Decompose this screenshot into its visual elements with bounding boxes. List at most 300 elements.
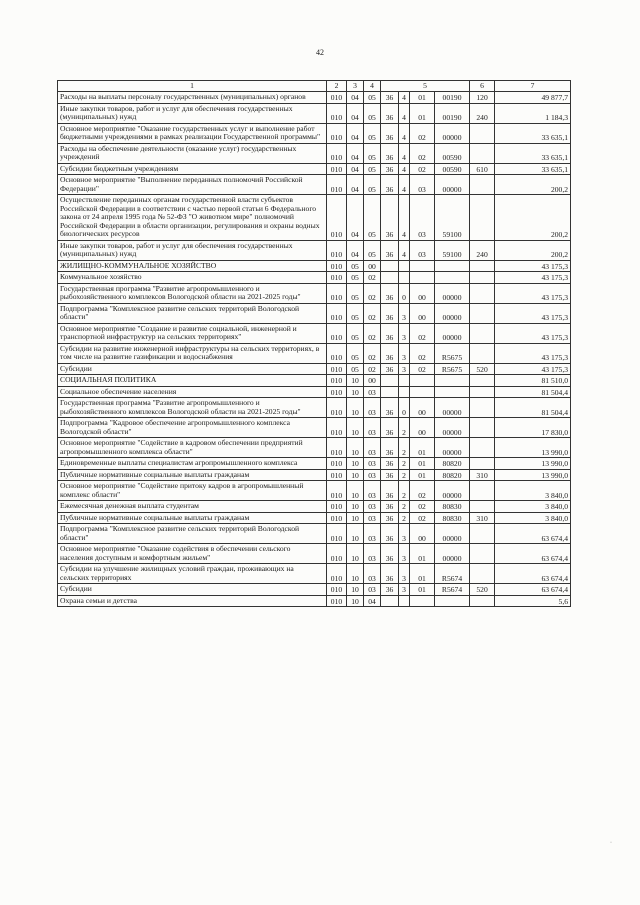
subsection-code: 02 bbox=[364, 283, 381, 303]
admin-code: 010 bbox=[327, 303, 347, 323]
table-row bbox=[58, 458, 571, 470]
subsection-code: 03 bbox=[364, 512, 381, 524]
section-code: 04 bbox=[347, 240, 364, 260]
section-code: 10 bbox=[347, 438, 364, 458]
measure-code: 01 bbox=[410, 458, 435, 470]
expense-type-code: 310 bbox=[470, 469, 495, 481]
amount: 43 175,3 bbox=[495, 303, 571, 323]
amount: 63 674,4 bbox=[495, 544, 571, 564]
direction-code: 00000 bbox=[435, 438, 470, 458]
subsection-code: 02 bbox=[364, 343, 381, 363]
subsection-code: 05 bbox=[364, 195, 381, 241]
table-row bbox=[58, 398, 571, 418]
admin-code: 010 bbox=[327, 272, 347, 284]
expense-type-code bbox=[470, 175, 495, 195]
subsection-code: 03 bbox=[364, 564, 381, 584]
measure-code: 01 bbox=[410, 103, 435, 123]
measure-code: 01 bbox=[410, 584, 435, 596]
program-code: 36 bbox=[381, 103, 399, 123]
table-row bbox=[58, 103, 571, 123]
amount: 49 877,7 bbox=[495, 92, 571, 104]
row-name: Социальное обеспечение населения bbox=[58, 386, 327, 398]
amount: 3 840,0 bbox=[495, 501, 571, 513]
subsection-code: 05 bbox=[364, 163, 381, 175]
table-row bbox=[58, 92, 571, 104]
section-code: 05 bbox=[347, 363, 364, 375]
amount: 43 175,3 bbox=[495, 363, 571, 375]
row-name: СОЦИАЛЬНАЯ ПОЛИТИКА bbox=[58, 375, 327, 387]
direction-code: 00000 bbox=[435, 283, 470, 303]
direction-code: 59100 bbox=[435, 195, 470, 241]
subprogram-code: 3 bbox=[399, 363, 410, 375]
amount: 33 635,1 bbox=[495, 123, 571, 143]
subprogram-code: 4 bbox=[399, 163, 410, 175]
direction-code: 00000 bbox=[435, 175, 470, 195]
program-code: 36 bbox=[381, 481, 399, 501]
row-name: ЖИЛИЩНО-КОММУНАЛЬНОЕ ХОЗЯЙСТВО bbox=[58, 260, 327, 272]
direction-code: 00190 bbox=[435, 92, 470, 104]
direction-code: 00000 bbox=[435, 398, 470, 418]
amount: 33 635,1 bbox=[495, 143, 571, 163]
section-code: 05 bbox=[347, 272, 364, 284]
subprogram-code: 3 bbox=[399, 524, 410, 544]
row-name: Субсидии на развитие инженерной инфраструктуры на сельских территориях, в том числе на развитие газификации и водоснабжения bbox=[58, 343, 327, 363]
row-name: Подпрограмма "Комплексное развитие сельских территорий Вологодской области" bbox=[58, 303, 327, 323]
table-row bbox=[58, 175, 571, 195]
table-row bbox=[58, 343, 571, 363]
program-code: 36 bbox=[381, 175, 399, 195]
subsection-code: 03 bbox=[364, 458, 381, 470]
section-code: 10 bbox=[347, 524, 364, 544]
page-number: 42 bbox=[316, 48, 324, 57]
amount: 3 840,0 bbox=[495, 512, 571, 524]
expense-type-code bbox=[470, 524, 495, 544]
amount: 13 990,0 bbox=[495, 458, 571, 470]
expense-type-code bbox=[470, 458, 495, 470]
direction-code bbox=[435, 375, 470, 387]
row-name: Субсидии бюджетным учреждениям bbox=[58, 163, 327, 175]
amount: 43 175,3 bbox=[495, 272, 571, 284]
program-code: 36 bbox=[381, 240, 399, 260]
section-code: 10 bbox=[347, 386, 364, 398]
direction-code: 00000 bbox=[435, 323, 470, 343]
subsection-code: 03 bbox=[364, 524, 381, 544]
measure-code bbox=[410, 272, 435, 284]
table-row bbox=[58, 143, 571, 163]
table-row bbox=[58, 195, 571, 241]
subprogram-code: 3 bbox=[399, 544, 410, 564]
amount: 63 674,4 bbox=[495, 584, 571, 596]
subprogram-code bbox=[399, 375, 410, 387]
subprogram-code bbox=[399, 260, 410, 272]
direction-code bbox=[435, 272, 470, 284]
section-code: 10 bbox=[347, 418, 364, 438]
admin-code: 010 bbox=[327, 240, 347, 260]
subprogram-code: 2 bbox=[399, 512, 410, 524]
measure-code: 00 bbox=[410, 303, 435, 323]
measure-code: 02 bbox=[410, 323, 435, 343]
row-name: Иные закупки товаров, работ и услуг для обеспечения государственных (муниципальных) нужд bbox=[58, 103, 327, 123]
table-row bbox=[58, 469, 571, 481]
direction-code: 00000 bbox=[435, 123, 470, 143]
expense-type-code bbox=[470, 260, 495, 272]
table-row bbox=[58, 303, 571, 323]
table-row bbox=[58, 323, 571, 343]
section-code: 10 bbox=[347, 458, 364, 470]
measure-code: 00 bbox=[410, 283, 435, 303]
subsection-code: 03 bbox=[364, 398, 381, 418]
program-code bbox=[381, 260, 399, 272]
header-cell-3: 3 bbox=[347, 81, 364, 92]
direction-code: 00190 bbox=[435, 103, 470, 123]
row-name: Основное мероприятие "Оказание государственных услуг и выполнение работ бюджетными учреждениями в рамках реализации Государственной программы" bbox=[58, 123, 327, 143]
direction-code: 80830 bbox=[435, 512, 470, 524]
amount: 33 635,1 bbox=[495, 163, 571, 175]
direction-code: 00000 bbox=[435, 481, 470, 501]
admin-code: 010 bbox=[327, 175, 347, 195]
measure-code: 03 bbox=[410, 175, 435, 195]
header-cell-5: 5 bbox=[381, 81, 470, 92]
direction-code bbox=[435, 260, 470, 272]
amount: 43 175,3 bbox=[495, 283, 571, 303]
subprogram-code: 4 bbox=[399, 195, 410, 241]
expense-type-code bbox=[470, 501, 495, 513]
table-row bbox=[58, 438, 571, 458]
section-code: 04 bbox=[347, 92, 364, 104]
subsection-code: 05 bbox=[364, 123, 381, 143]
section-code: 04 bbox=[347, 195, 364, 241]
expense-type-code: 610 bbox=[470, 163, 495, 175]
measure-code: 00 bbox=[410, 524, 435, 544]
program-code: 36 bbox=[381, 303, 399, 323]
expense-type-code bbox=[470, 481, 495, 501]
table-row bbox=[58, 363, 571, 375]
section-code: 04 bbox=[347, 123, 364, 143]
subsection-code: 05 bbox=[364, 92, 381, 104]
table-row bbox=[58, 375, 571, 387]
admin-code: 010 bbox=[327, 501, 347, 513]
amount: 43 175,3 bbox=[495, 343, 571, 363]
section-code: 10 bbox=[347, 469, 364, 481]
section-code: 10 bbox=[347, 595, 364, 607]
row-name: Государственная программа "Развитие агропромышленного и рыбохозяйственного комплексов Вологодской области на 2021-2025 годы" bbox=[58, 283, 327, 303]
admin-code: 010 bbox=[327, 363, 347, 375]
amount: 17 830,0 bbox=[495, 418, 571, 438]
subsection-code: 03 bbox=[364, 386, 381, 398]
direction-code: R5674 bbox=[435, 584, 470, 596]
subsection-code: 05 bbox=[364, 175, 381, 195]
amount: 81 504,4 bbox=[495, 386, 571, 398]
section-code: 10 bbox=[347, 501, 364, 513]
program-code: 36 bbox=[381, 584, 399, 596]
table-row bbox=[58, 272, 571, 284]
expense-type-code bbox=[470, 398, 495, 418]
subprogram-code: 3 bbox=[399, 584, 410, 596]
expense-type-code: 310 bbox=[470, 512, 495, 524]
table-row bbox=[58, 501, 571, 513]
measure-code: 02 bbox=[410, 481, 435, 501]
row-name: Подпрограмма "Кадровое обеспечение агропромышленного комплекса Вологодской области" bbox=[58, 418, 327, 438]
program-code: 36 bbox=[381, 501, 399, 513]
subsection-code: 05 bbox=[364, 103, 381, 123]
row-name: Иные закупки товаров, работ и услуг для обеспечения государственных (муниципальных) нужд bbox=[58, 240, 327, 260]
program-code bbox=[381, 386, 399, 398]
section-code: 04 bbox=[347, 143, 364, 163]
admin-code: 010 bbox=[327, 195, 347, 241]
table-row bbox=[58, 283, 571, 303]
subprogram-code: 2 bbox=[399, 418, 410, 438]
section-code: 05 bbox=[347, 323, 364, 343]
amount: 63 674,4 bbox=[495, 564, 571, 584]
subprogram-code: 2 bbox=[399, 438, 410, 458]
admin-code: 010 bbox=[327, 343, 347, 363]
measure-code bbox=[410, 595, 435, 607]
row-name: Охрана семьи и детства bbox=[58, 595, 327, 607]
direction-code: 80820 bbox=[435, 458, 470, 470]
direction-code: 00590 bbox=[435, 163, 470, 175]
header-cell-7: 7 bbox=[495, 81, 571, 92]
row-name: Основное мероприятие "Содействие притоку кадров в агропромышленный комплекс области" bbox=[58, 481, 327, 501]
admin-code: 010 bbox=[327, 375, 347, 387]
direction-code: 80820 bbox=[435, 469, 470, 481]
amount: 200,2 bbox=[495, 175, 571, 195]
expense-type-code bbox=[470, 595, 495, 607]
table-row bbox=[58, 481, 571, 501]
subsection-code: 03 bbox=[364, 418, 381, 438]
direction-code: 00000 bbox=[435, 418, 470, 438]
admin-code: 010 bbox=[327, 418, 347, 438]
section-code: 10 bbox=[347, 544, 364, 564]
row-name: Расходы на выплаты персоналу государственных (муниципальных) органов bbox=[58, 92, 327, 104]
program-code bbox=[381, 375, 399, 387]
header-cell-4: 4 bbox=[364, 81, 381, 92]
table-row bbox=[58, 123, 571, 143]
program-code: 36 bbox=[381, 469, 399, 481]
subsection-code: 00 bbox=[364, 375, 381, 387]
table-row bbox=[58, 512, 571, 524]
admin-code: 010 bbox=[327, 544, 347, 564]
measure-code: 02 bbox=[410, 163, 435, 175]
expense-type-code bbox=[470, 123, 495, 143]
subsection-code: 03 bbox=[364, 501, 381, 513]
expense-type-code bbox=[470, 375, 495, 387]
section-code: 04 bbox=[347, 103, 364, 123]
subprogram-code: 3 bbox=[399, 303, 410, 323]
subsection-code: 04 bbox=[364, 595, 381, 607]
subsection-code: 02 bbox=[364, 272, 381, 284]
admin-code: 010 bbox=[327, 584, 347, 596]
direction-code: 00000 bbox=[435, 544, 470, 564]
direction-code: R5675 bbox=[435, 343, 470, 363]
measure-code: 01 bbox=[410, 564, 435, 584]
program-code bbox=[381, 272, 399, 284]
subprogram-code: 3 bbox=[399, 323, 410, 343]
expense-type-code bbox=[470, 272, 495, 284]
row-name: Субсидии bbox=[58, 584, 327, 596]
subprogram-code: 3 bbox=[399, 564, 410, 584]
table-row bbox=[58, 595, 571, 607]
expense-type-code bbox=[470, 438, 495, 458]
table-row bbox=[58, 418, 571, 438]
row-name: Осуществление переданных органам государственной власти субъектов Российской Федерации в соответствии с частью первой статьи 6 Федерального закона от 24 апреля 1995 года № 52-ФЗ "О животном мире" полномочий Российской Федерации в области организации, регулирования и охраны водных биологических ресурсов bbox=[58, 195, 327, 241]
subprogram-code bbox=[399, 386, 410, 398]
row-name: Подпрограмма "Комплексное развитие сельских территорий Вологодской области" bbox=[58, 524, 327, 544]
program-code: 36 bbox=[381, 143, 399, 163]
section-code: 10 bbox=[347, 512, 364, 524]
subprogram-code bbox=[399, 272, 410, 284]
admin-code: 010 bbox=[327, 481, 347, 501]
section-code: 05 bbox=[347, 283, 364, 303]
amount: 81 504,4 bbox=[495, 398, 571, 418]
measure-code: 02 bbox=[410, 501, 435, 513]
admin-code: 010 bbox=[327, 92, 347, 104]
direction-code: R5674 bbox=[435, 564, 470, 584]
admin-code: 010 bbox=[327, 260, 347, 272]
program-code: 36 bbox=[381, 363, 399, 375]
measure-code: 01 bbox=[410, 469, 435, 481]
expense-type-code bbox=[470, 303, 495, 323]
admin-code: 010 bbox=[327, 458, 347, 470]
subprogram-code: 4 bbox=[399, 175, 410, 195]
table-row bbox=[58, 544, 571, 564]
subprogram-code: 2 bbox=[399, 458, 410, 470]
measure-code: 02 bbox=[410, 512, 435, 524]
program-code: 36 bbox=[381, 564, 399, 584]
program-code: 36 bbox=[381, 92, 399, 104]
direction-code: 00000 bbox=[435, 524, 470, 544]
subprogram-code: 4 bbox=[399, 123, 410, 143]
direction-code: 00000 bbox=[435, 303, 470, 323]
expense-type-code bbox=[470, 544, 495, 564]
subprogram-code: 2 bbox=[399, 469, 410, 481]
direction-code: 59100 bbox=[435, 240, 470, 260]
program-code: 36 bbox=[381, 458, 399, 470]
amount: 3 840,0 bbox=[495, 481, 571, 501]
direction-code: R5675 bbox=[435, 363, 470, 375]
subprogram-code: 4 bbox=[399, 92, 410, 104]
row-name: Государственная программа "Развитие агропромышленного и рыбохозяйственного комплексов Вологодской области на 2021-2025 годы" bbox=[58, 398, 327, 418]
expense-type-code bbox=[470, 343, 495, 363]
subsection-code: 03 bbox=[364, 438, 381, 458]
admin-code: 010 bbox=[327, 438, 347, 458]
measure-code: 03 bbox=[410, 195, 435, 241]
program-code: 36 bbox=[381, 398, 399, 418]
row-name: Расходы на обеспечение деятельности (оказание услуг) государственных учреждений bbox=[58, 143, 327, 163]
scan-mark: · bbox=[610, 840, 612, 846]
program-code: 36 bbox=[381, 524, 399, 544]
subprogram-code bbox=[399, 595, 410, 607]
expense-type-code: 240 bbox=[470, 103, 495, 123]
row-name: Основное мероприятие "Оказание содействия в обеспечении сельского населения доступным и комфортным жильем" bbox=[58, 544, 327, 564]
program-code: 36 bbox=[381, 418, 399, 438]
direction-code: 80830 bbox=[435, 501, 470, 513]
section-code: 05 bbox=[347, 343, 364, 363]
admin-code: 010 bbox=[327, 123, 347, 143]
budget-table bbox=[57, 80, 571, 607]
section-code: 10 bbox=[347, 398, 364, 418]
admin-code: 010 bbox=[327, 386, 347, 398]
subsection-code: 03 bbox=[364, 481, 381, 501]
program-code bbox=[381, 595, 399, 607]
admin-code: 010 bbox=[327, 469, 347, 481]
expense-type-code: 120 bbox=[470, 92, 495, 104]
amount: 63 674,4 bbox=[495, 524, 571, 544]
row-name: Основное мероприятие "Выполнение переданных полномочий Российской Федерации" bbox=[58, 175, 327, 195]
program-code: 36 bbox=[381, 163, 399, 175]
measure-code: 01 bbox=[410, 544, 435, 564]
expense-type-code bbox=[470, 564, 495, 584]
program-code: 36 bbox=[381, 195, 399, 241]
measure-code: 00 bbox=[410, 418, 435, 438]
row-name: Коммунальное хозяйство bbox=[58, 272, 327, 284]
table-row bbox=[58, 386, 571, 398]
section-code: 10 bbox=[347, 564, 364, 584]
header-cell-6: 6 bbox=[470, 81, 495, 92]
expense-type-code bbox=[470, 323, 495, 343]
direction-code bbox=[435, 386, 470, 398]
amount: 81 510,0 bbox=[495, 375, 571, 387]
amount: 5,6 bbox=[495, 595, 571, 607]
program-code: 36 bbox=[381, 343, 399, 363]
header-row bbox=[58, 81, 571, 92]
program-code: 36 bbox=[381, 512, 399, 524]
admin-code: 010 bbox=[327, 163, 347, 175]
program-code: 36 bbox=[381, 123, 399, 143]
section-code: 10 bbox=[347, 481, 364, 501]
amount: 13 990,0 bbox=[495, 469, 571, 481]
amount: 43 175,3 bbox=[495, 260, 571, 272]
measure-code bbox=[410, 260, 435, 272]
subprogram-code: 4 bbox=[399, 240, 410, 260]
expense-type-code: 520 bbox=[470, 363, 495, 375]
table-row bbox=[58, 524, 571, 544]
row-name: Ежемесячная денежная выплата студентам bbox=[58, 501, 327, 513]
amount: 13 990,0 bbox=[495, 438, 571, 458]
admin-code: 010 bbox=[327, 323, 347, 343]
expense-type-code bbox=[470, 283, 495, 303]
measure-code bbox=[410, 386, 435, 398]
amount: 1 184,3 bbox=[495, 103, 571, 123]
section-code: 05 bbox=[347, 260, 364, 272]
subprogram-code: 2 bbox=[399, 501, 410, 513]
subsection-code: 03 bbox=[364, 469, 381, 481]
row-name: Публичные нормативные социальные выплаты гражданам bbox=[58, 469, 327, 481]
row-name: Единовременные выплаты специалистам агропромышленного комплекса bbox=[58, 458, 327, 470]
subprogram-code: 3 bbox=[399, 343, 410, 363]
subprogram-code: 0 bbox=[399, 283, 410, 303]
direction-code: 00590 bbox=[435, 143, 470, 163]
subsection-code: 02 bbox=[364, 363, 381, 375]
subprogram-code: 2 bbox=[399, 481, 410, 501]
section-code: 10 bbox=[347, 375, 364, 387]
admin-code: 010 bbox=[327, 103, 347, 123]
amount: 200,2 bbox=[495, 240, 571, 260]
expense-type-code bbox=[470, 143, 495, 163]
table-row bbox=[58, 564, 571, 584]
subprogram-code: 0 bbox=[399, 398, 410, 418]
section-code: 10 bbox=[347, 584, 364, 596]
subsection-code: 05 bbox=[364, 143, 381, 163]
program-code: 36 bbox=[381, 438, 399, 458]
table-row bbox=[58, 163, 571, 175]
program-code: 36 bbox=[381, 283, 399, 303]
subsection-code: 02 bbox=[364, 303, 381, 323]
section-code: 04 bbox=[347, 163, 364, 175]
admin-code: 010 bbox=[327, 564, 347, 584]
program-code: 36 bbox=[381, 323, 399, 343]
measure-code: 03 bbox=[410, 240, 435, 260]
admin-code: 010 bbox=[327, 595, 347, 607]
